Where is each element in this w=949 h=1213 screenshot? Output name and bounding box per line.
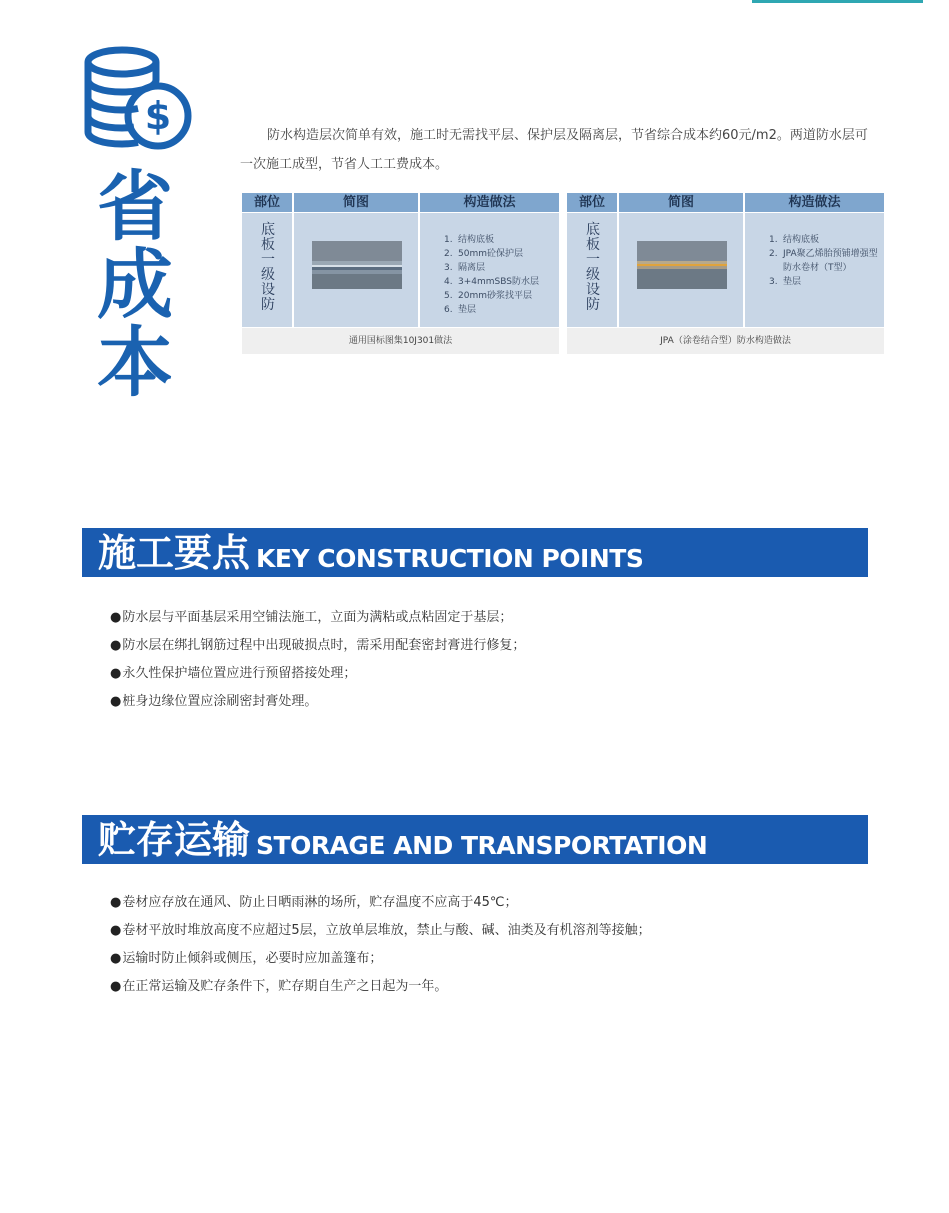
- position-char: 底: [261, 222, 275, 238]
- position-char: 设: [586, 282, 600, 298]
- header-position: 部位: [242, 193, 294, 212]
- position-char: 设: [261, 282, 275, 298]
- coin-stack-dollar-icon: [80, 40, 196, 156]
- list-item: ● 在正常运输及贮存条件下，贮存期自生产之日起为一年。: [110, 973, 870, 1001]
- list-item: ● 卷材平放时堆放高度不应超过5层，立放单层堆放，禁止与酸、碱、油类及有机溶剂等接触；: [110, 917, 870, 945]
- list-item: ● 防水层在绑扎钢筋过程中出现破损点时，需采用配套密封膏进行修复；: [110, 632, 870, 660]
- method-list: [745, 213, 884, 289]
- layer-diagram-image: [312, 241, 402, 289]
- diagram-cell: [294, 213, 420, 327]
- header-method: 构造做法: [463, 195, 516, 210]
- method-item: 2. JPA聚乙烯胎预铺增强型防水卷材（T型）: [769, 249, 878, 273]
- header-method: 构造做法: [788, 195, 841, 210]
- title-char: 省: [97, 162, 173, 251]
- method-item: 1. 结构底板: [769, 235, 820, 245]
- method-cell: [420, 213, 559, 327]
- title-char: 成: [97, 240, 173, 329]
- section-banner-storage: [82, 815, 868, 864]
- page-title: [94, 162, 176, 407]
- storage-points-list: [110, 889, 870, 1001]
- list-item: ● 防水层与平面基层采用空铺法施工，立面为满粘或点粘固定于基层；: [110, 604, 870, 632]
- list-item: ● 卷材应存放在通风、防止日晒雨淋的场所，贮存温度不应高于45℃；: [110, 889, 870, 917]
- layer-diagram-image: [637, 241, 727, 289]
- position-char: 底: [586, 222, 600, 238]
- section-title-en: KEY CONSTRUCTION POINTS: [256, 544, 644, 573]
- header-diagram: 简图: [619, 193, 745, 212]
- section-title-cn: 贮存运输: [98, 818, 251, 862]
- list-item: ● 运输时防止倾斜或侧压，必要时应加盖篷布；: [110, 945, 870, 973]
- header-diagram: 简图: [294, 193, 420, 212]
- method-item: 1. 结构底板: [444, 235, 495, 245]
- position-char: 一: [261, 252, 275, 268]
- position-cell: [242, 213, 294, 327]
- position-char: 级: [261, 267, 275, 283]
- method-item: 4. 3+4mmSBS防水层: [444, 277, 539, 287]
- position-char: 板: [261, 237, 275, 253]
- section-title-cn: 施工要点: [98, 531, 251, 575]
- section-banner-construction: [82, 528, 868, 577]
- table-body-row: [242, 212, 559, 327]
- construction-points-list: [110, 604, 870, 716]
- method-cell: [745, 213, 884, 327]
- table-body-row: [567, 212, 884, 327]
- title-char: 本: [97, 318, 173, 407]
- method-item: 6. 垫层: [444, 305, 477, 315]
- list-item: ● 永久性保护墙位置应进行预留搭接处理；: [110, 660, 870, 688]
- table-header-row: [242, 193, 559, 212]
- svg-text:$: $: [144, 94, 172, 138]
- position-label: [567, 223, 619, 313]
- method-item: 2. 50mm砼保护层: [444, 249, 523, 259]
- position-char: 防: [586, 297, 600, 313]
- position-char: 防: [261, 297, 275, 313]
- comparison-table-jpa: [567, 193, 884, 353]
- position-char: 级: [586, 267, 600, 283]
- method-item: 5. 20mm砂浆找平层: [444, 291, 532, 301]
- diagram-cell: [619, 213, 745, 327]
- table-caption: JPA（涂卷结合型）防水构造做法: [567, 327, 884, 354]
- list-item: ● 桩身边缘位置应涂刷密封膏处理。: [110, 688, 870, 716]
- position-char: 一: [586, 252, 600, 268]
- header-position: 部位: [567, 193, 619, 212]
- position-cell: [567, 213, 619, 327]
- position-label: [242, 223, 294, 313]
- comparison-table-standard: [242, 193, 559, 353]
- method-item: 3. 隔离层: [444, 263, 486, 273]
- method-item: 3. 垫层: [769, 277, 802, 287]
- method-list: [420, 213, 559, 317]
- section-title-en: STORAGE AND TRANSPORTATION: [256, 831, 708, 860]
- table-caption: 通用国标图集10J301做法: [242, 327, 559, 354]
- top-accent-line: [752, 0, 923, 3]
- table-header-row: [567, 193, 884, 212]
- intro-paragraph: 防水构造层次简单有效，施工时无需找平层、保护层及隔离层，节省综合成本约60元/m2。两道防水层可一次施工成型，节省人工工费成本。: [240, 128, 868, 172]
- position-char: 板: [586, 237, 600, 253]
